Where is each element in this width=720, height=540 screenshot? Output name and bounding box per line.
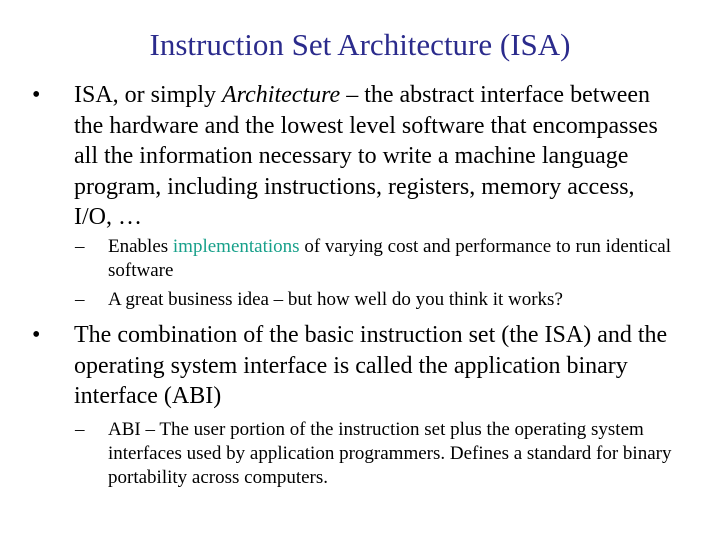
sub-bullet-text [108,235,690,283]
sub-bullet-text-post: of varying cost and performance to run identical software [108,236,671,281]
implementations-highlight: implementations [172,236,300,257]
sub-bullet-marker: – [75,289,85,310]
slide-title: Instruction Set Architecture (ISA) [149,27,571,62]
bullet-marker: • [32,322,41,348]
bullet-abi [32,320,672,412]
bullet-text-pre: ISA, or simply [74,82,223,108]
bullet-text [74,80,672,233]
bullet-isa [32,80,672,233]
sub-bullet-marker: – [75,236,85,257]
sub-bullet-implementations [75,235,690,283]
sub-bullet-business-idea [75,288,690,312]
architecture-emphasis: Architecture [222,82,341,108]
bullet-text-post: – the abstract interface between the hardware and the lowest level software that encompasses all the information necessary to write a machine language program, including instructions, registers, memory access, I/O, … [74,82,658,230]
sub-bullet-text: A great business idea – but how well do you think it works? [108,289,563,310]
bullet-marker: • [32,82,41,108]
sub-bullet-text-pre: Enables [108,236,173,257]
sub-bullet-text: ABI – The user portion of the instruction set plus the operating system interfaces used by application programmers. Defines a standard for binary portability across computers. [108,419,672,488]
bullet-text: The combination of the basic instruction set (the ISA) and the operating system interface is called the application binary interface (ABI) [74,322,668,409]
sub-bullet-marker: – [75,419,85,440]
sub-bullet-abi-definition [75,418,690,490]
